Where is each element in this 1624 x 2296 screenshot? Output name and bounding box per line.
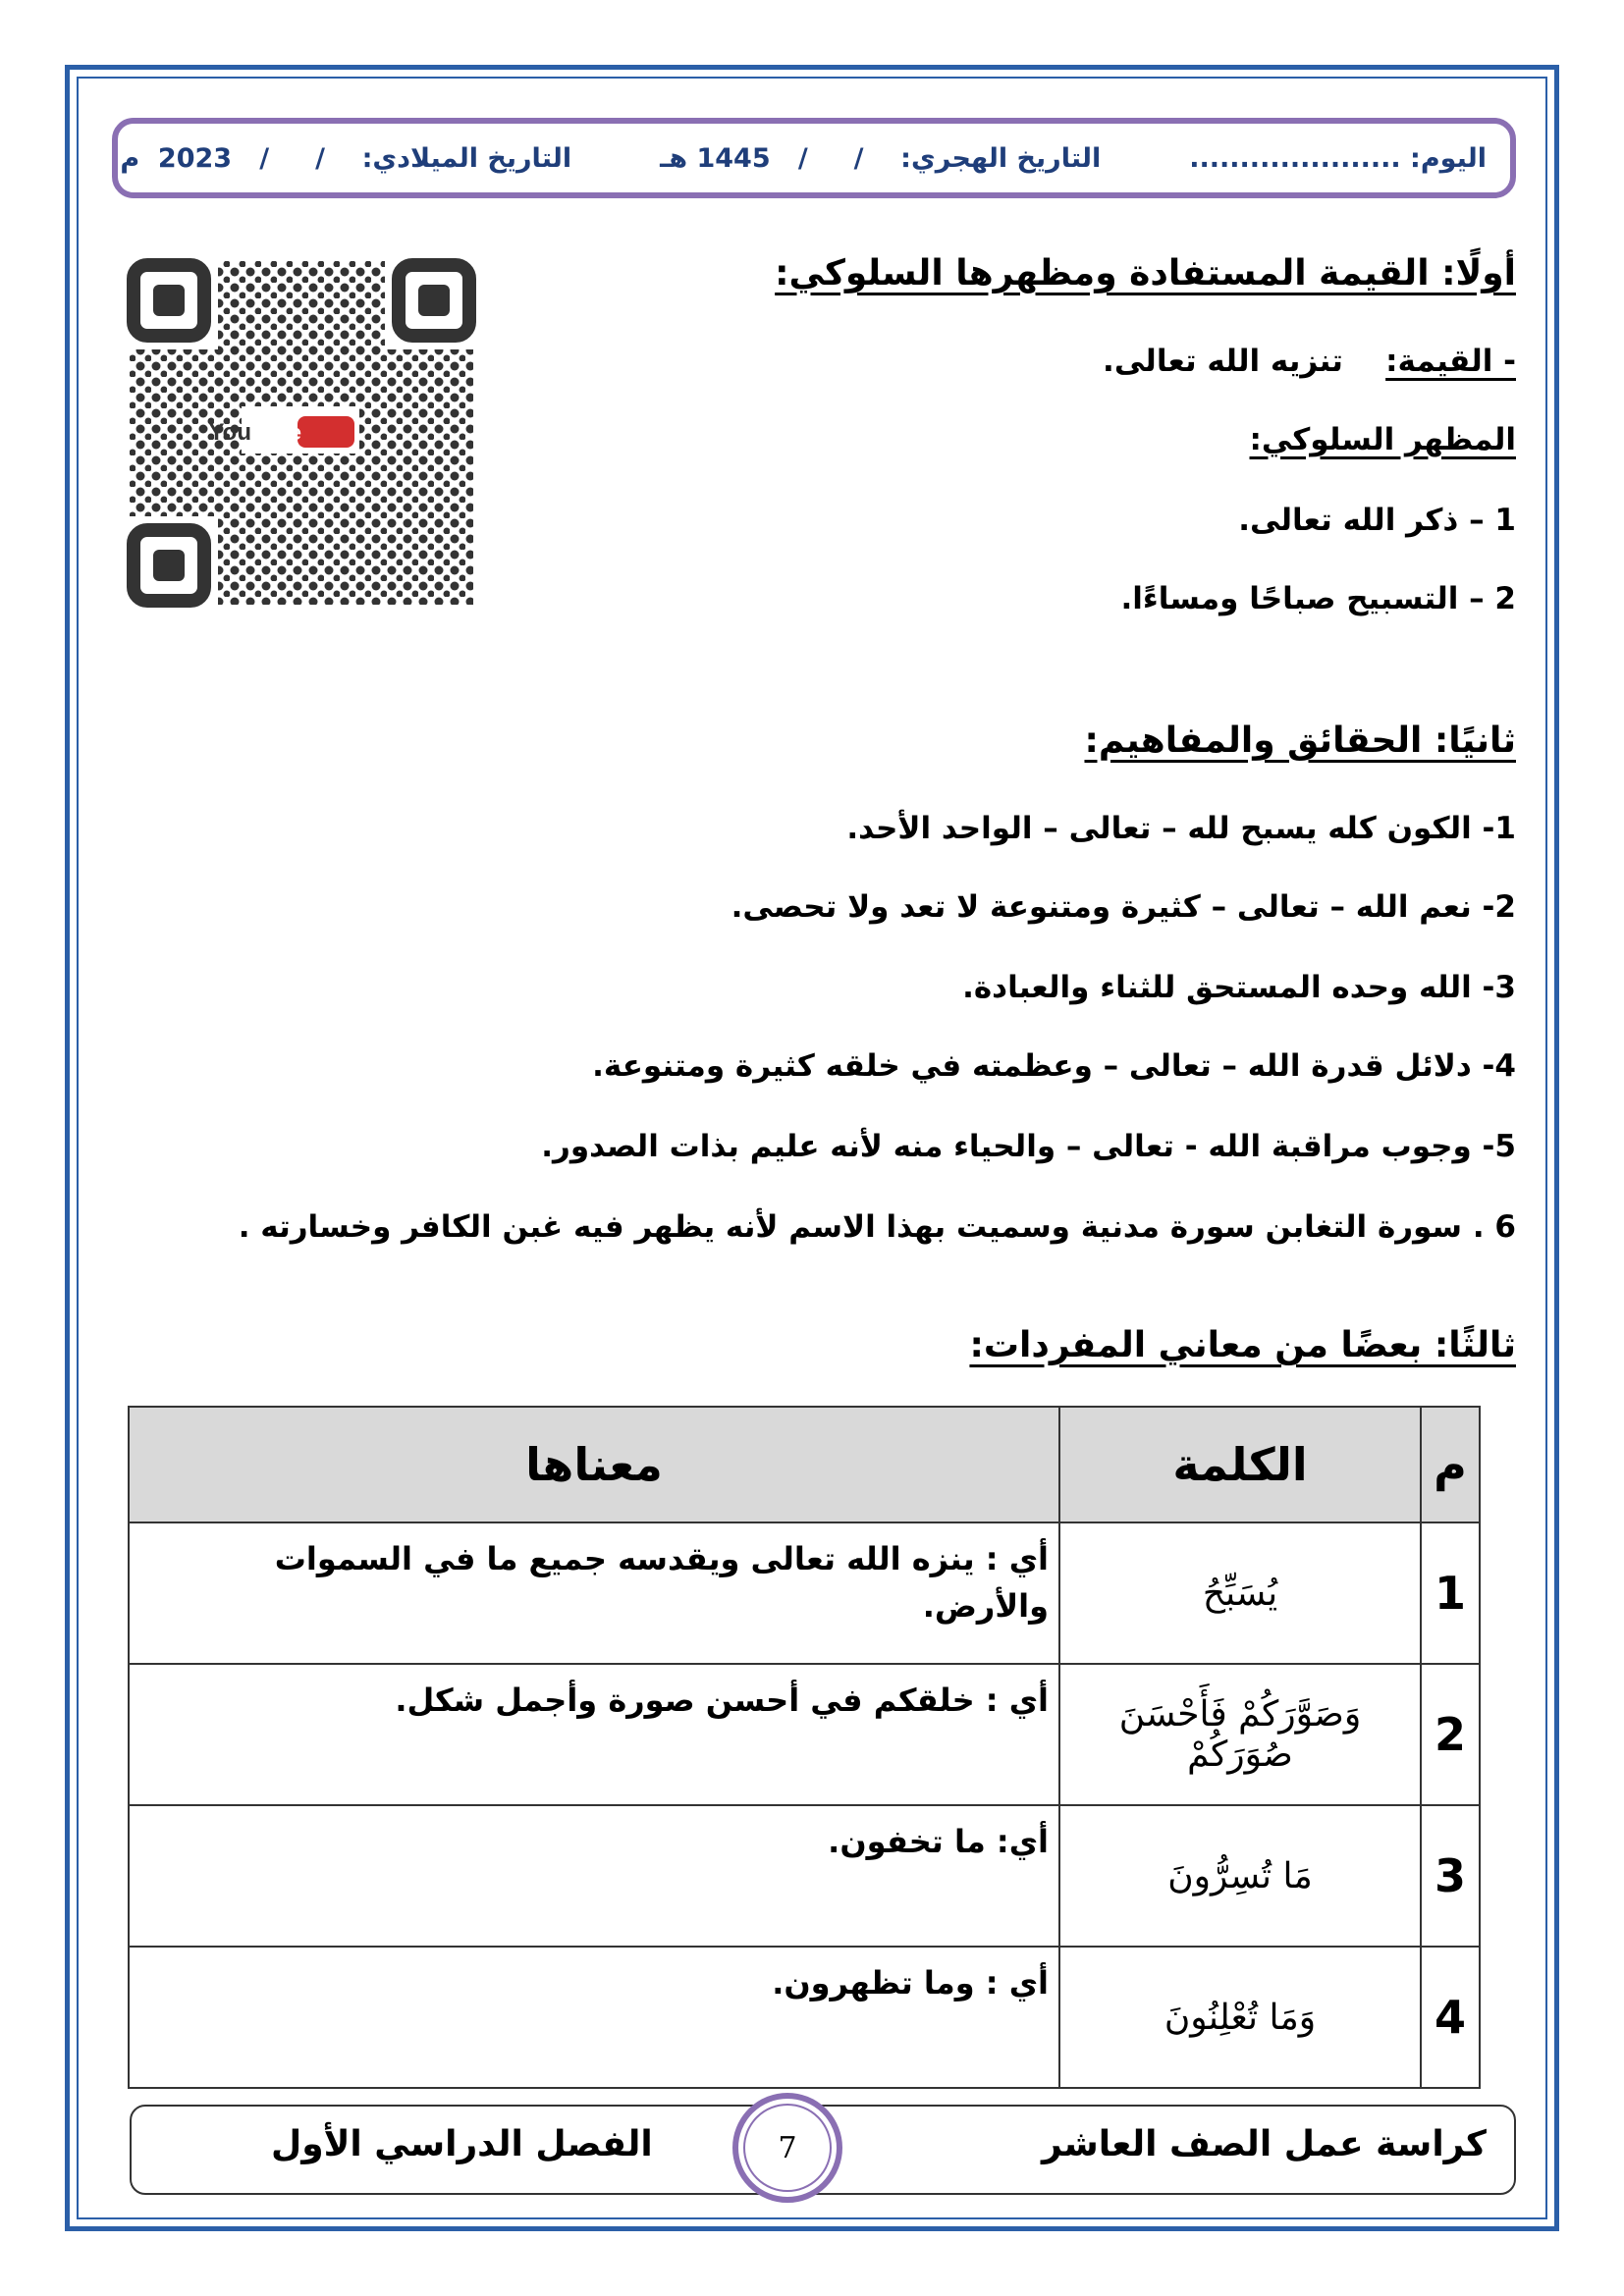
- section2-title: ثانيًا: الحقائق والمفاهيم:: [1084, 721, 1516, 761]
- row-word: يُسَبِّحُ: [1059, 1522, 1421, 1664]
- fact-item: 4- دلائل قدرة الله – تعالى – وعظمته في خلقه كثيرة ومتنوعة.: [592, 1048, 1516, 1084]
- youtube-qr-code[interactable]: [120, 251, 483, 614]
- section1-title: أولًا: القيمة المستفادة ومظهرها السلوكي:: [775, 253, 1516, 294]
- table-row: [129, 1805, 1480, 1947]
- row-meaning: أي: ما تخفون.: [129, 1805, 1059, 1947]
- value-text: تنزيه الله تعالى.: [1103, 344, 1343, 379]
- vocabulary-table: [128, 1406, 1481, 2089]
- fact-item: 3- الله وحده المستحق للثناء والعبادة.: [962, 970, 1516, 1005]
- hijri-date-field: التاريخ الهجري: / / 1445 هـ: [660, 142, 1102, 174]
- row-number: 3: [1421, 1805, 1480, 1947]
- row-word: وَمَا تُعْلِنُونَ: [1059, 1947, 1421, 2088]
- gregorian-date-field: التاريخ الميلادي: / / 2023 م: [120, 142, 572, 174]
- row-meaning: أي : خلقكم في أحسن صورة وأجمل شكل.: [129, 1664, 1059, 1805]
- day-field: اليوم: .....................: [1189, 142, 1487, 174]
- row-word: مَا تُسِرُّونَ: [1059, 1805, 1421, 1947]
- youtube-logo-tube: Tube: [251, 420, 301, 445]
- header-num: م: [1421, 1407, 1480, 1522]
- row-meaning: أي : ينزه الله تعالى ويقدسه جميع ما في السموات والأرض.: [129, 1522, 1059, 1664]
- header-meaning: معناها: [129, 1407, 1059, 1522]
- section3-title: ثالثًا: بعضًا من معاني المفردات:: [969, 1325, 1516, 1365]
- fact-item: 1- الكون كله يسبح لله – تعالى – الواحد الأحد.: [846, 811, 1516, 846]
- row-number: 4: [1421, 1947, 1480, 2088]
- behavior-item: 1 – ذكر الله تعالى.: [1238, 503, 1516, 538]
- table-row: [129, 1664, 1480, 1805]
- row-number: 2: [1421, 1664, 1480, 1805]
- behavior-label: المظهر السلوكي:: [1249, 422, 1516, 457]
- behavior-label-line: [1250, 422, 1516, 457]
- page-number-badge: [732, 2093, 842, 2203]
- page-number: 7: [743, 2104, 832, 2192]
- fact-item: 6 . سورة التغابن سورة مدنية وسميت بهذا الاسم لأنه يظهر فيه غبن الكافر وخسارته .: [238, 1209, 1516, 1245]
- row-number: 1: [1421, 1522, 1480, 1664]
- table-row: [129, 1522, 1480, 1664]
- date-header: [112, 118, 1516, 198]
- fact-item: 2- نعم الله – تعالى – كثيرة ومتنوعة لا تعد ولا تحصى.: [731, 889, 1516, 925]
- row-meaning: أي : وما تظهرون.: [129, 1947, 1059, 2088]
- semester-label: الفصل الدراسي الأول: [271, 2124, 653, 2164]
- header-word: الكلمة: [1059, 1407, 1421, 1522]
- value-line: [1103, 344, 1516, 379]
- notebook-title: كراسة عمل الصف العاشر: [1041, 2124, 1487, 2164]
- table-header-row: [129, 1407, 1480, 1522]
- youtube-logo-text: You: [208, 419, 251, 446]
- behavior-item: 2 – التسبيح صباحًا ومساءًا.: [1120, 581, 1516, 616]
- fact-item: 5- وجوب مراقبة الله - تعالى – والحياء منه لأنه عليم بذات الصدور.: [541, 1129, 1516, 1164]
- table-row: [129, 1947, 1480, 2088]
- row-word: وَصَوَّرَكُمْ فَأَحْسَنَ صُوَرَكُمْ: [1059, 1664, 1421, 1805]
- value-label: - القيمة:: [1385, 344, 1516, 379]
- qr-code-graphic: [120, 251, 483, 614]
